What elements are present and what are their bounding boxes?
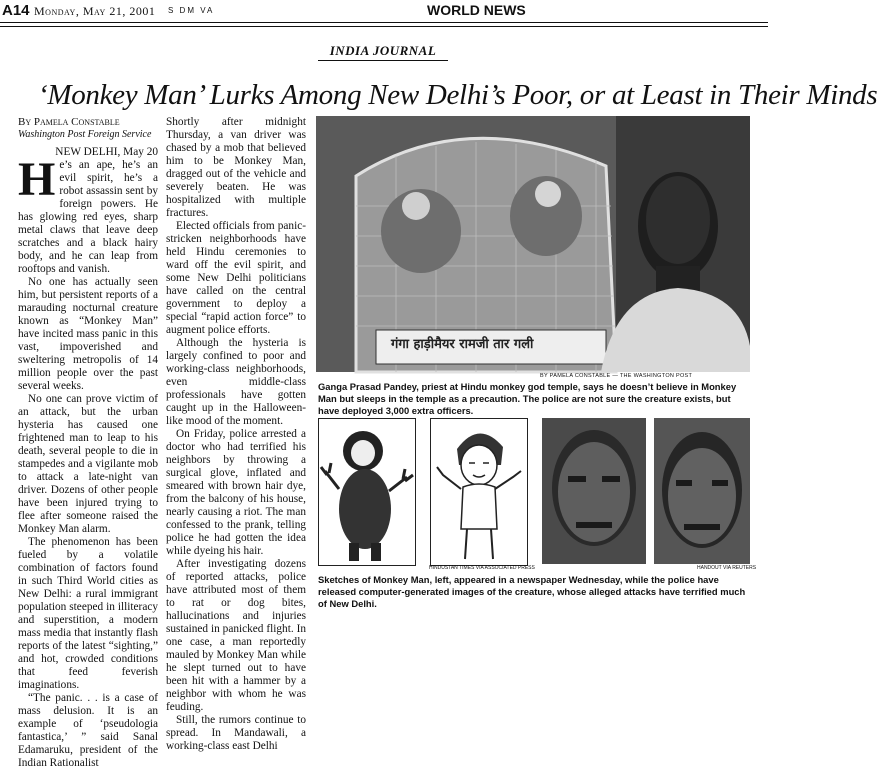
temple-sign-text: गंगा हाड़ीमैयर रामजी तार गली [391,337,534,352]
computer-generated-image-1 [542,418,646,564]
byline: By Pamela Constable [18,116,120,128]
lead-text: e’s an ape, he’s an evil spirit, he’s a robot assassin sent by foreign powers. He has glowing red eyes, sharp metal claws that leave deep scratches and a black hairy body, and he can leap from rooftops and vanish. [18,159,158,275]
header-rule [0,26,768,27]
paragraph: No one has actually seen him, but persistent reports of a marauding nocturnal creature known as “Monkey Man” have incited mass panic in this vast, impoverished and sweltering metropolis of 14 million people over the past several weeks. [18,276,158,392]
issue-date: Monday, May 21, 2001 [34,4,156,18]
paragraph: No one can prove victim of an attack, but the urban hysteria has caused one frightened man to leap to his death, several people to die in stampedes and a vigilante mob to attack a late-night van driver. Dozens of other people have been injured trying to flee after someone raised the Monkey Man alarm. [18,393,158,535]
paragraph: Elected officials from panic-stricken neighborhoods have held Hindu ceremonies to ward off the evil spirit, and some New Delhi politicians have called on the central government to deploy a special “rapid action force” to augment police efforts. [166,220,306,336]
paragraph: The phenomenon has been fueled by a volatile combination of factors found in such Third World cities as New Delhi: a rural immigrant population steeped in illiteracy and superstition, a modern mass media that instantly flash reports of the latest “sighting,” and hot, crowded conditions that feed feverish imaginations. [18,536,158,691]
paragraph: Still, the rumors continue to spread. In Mandawali, a working-class east Delhi [166,714,306,752]
main-photo [316,116,750,372]
sketch-figure-image [319,419,415,565]
headline: ‘Monkey Man’ Lurks Among New Delhi’s Poor, or at Least in Their Minds [38,79,877,111]
cg-face-image [542,418,646,564]
article-column-1 [18,146,158,769]
page-number: A14 [2,2,30,19]
lead-paragraph [18,153,158,276]
paragraph: After investigating dozens of reported attacks, police have attributed most of them to rat or dog bites, hallucinations and injuries sustained in panicked flight. In one case, a man reportedly mauled by Monkey Man while he slept turned out to have been hit with a hammer by a neighbor with whom he was feuding. [166,558,306,713]
paragraph: Although the hysteria is largely confined to poor and working-class neighborhoods, even middle-class professionals have gotten caught up in the Halloween-like mood of the moment. [166,337,306,427]
monkey-man-sketch-1 [318,418,416,566]
paragraph: On Friday, police arrested a doctor who had terrified his neighbors by throwing a surgical glove, inflated and smeared with brown hair dye, from the balcony of his house, nearly causing a riot. The man confessed to the prank, telling police he had gotten the idea while dyeing his hair. [166,428,306,557]
paragraph: “The panic. . . is a case of mass delusion. It is an example of ‘pseudologia fantastica,’ ” said Sanal Edamaruku, president of the Indian Rationalist [18,692,158,769]
sketch-credit: HINDUSTAN TIMES VIA ASSOCIATED PRESS [429,565,535,571]
photo-credit: BY PAMELA CONSTABLE — THE WASHINGTON POST [540,373,693,379]
cg-credit: HANDOUT VIA REUTERS [697,565,757,571]
paragraph: Shortly after midnight Thursday, a van driver was chased by a mob that believed him to be Monkey Man, dragged out of the vehicle and severely beaten. He was hospitalized with multiple fractures. [166,116,306,219]
drop-cap: H [18,153,56,206]
cg-face-image [654,418,750,564]
dateline: NEW DELHI, May 20 [55,146,158,158]
edition-codes: S DM VA [168,6,215,15]
photo-caption: Ganga Prasad Pandey, priest at Hindu monkey god temple, says he doesn’t believe in Monkey Man but sleeps in the temple as a precaution. The police are not sure the creature exists, but have deployed 3,000 extra officers. [318,381,737,416]
kicker: INDIA JOURNAL [329,43,437,58]
byline-affiliation: Washington Post Foreign Service [18,129,152,140]
article-column-2 [166,116,306,752]
kicker-box [318,42,448,61]
sketch-figure-image [431,419,527,565]
monkey-man-sketch-2 [430,418,528,566]
bottom-caption: Sketches of Monkey Man, left, appeared in a newspaper Wednesday, while the police have released computer-generated images of the creature, whose alleged attacks have terrified much of New Delhi. [318,574,746,609]
computer-generated-image-2 [654,418,750,564]
section-name: WORLD NEWS [427,2,526,18]
